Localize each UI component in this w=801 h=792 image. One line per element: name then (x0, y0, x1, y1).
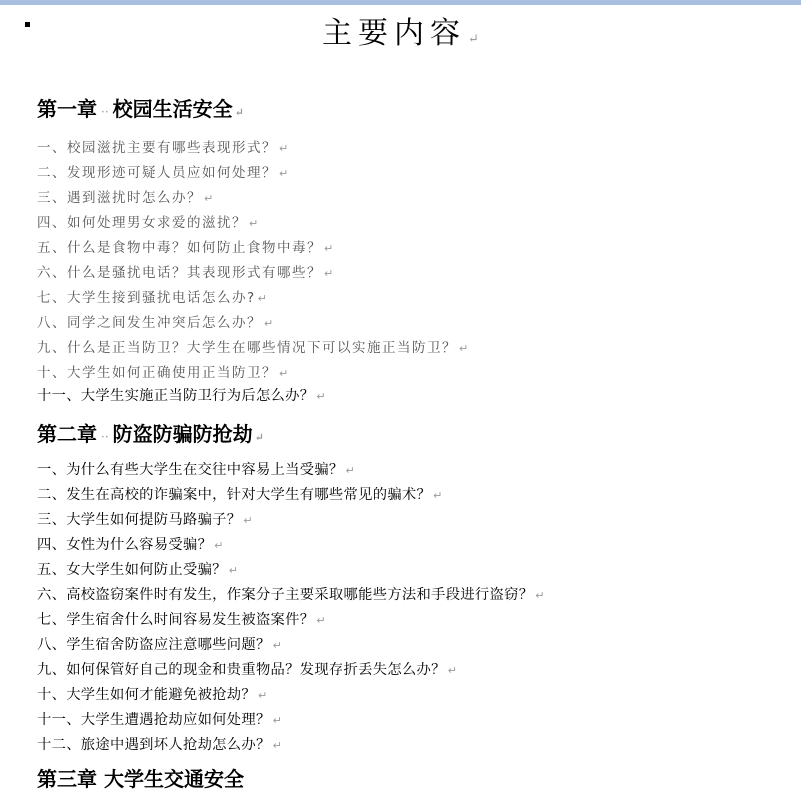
paragraph-mark-icon: ↵ (316, 390, 326, 403)
paragraph-mark-icon: ↵ (324, 242, 334, 255)
list-item: 四、女性为什么容易受骗？ ↵ (37, 537, 224, 553)
paragraph-mark-icon: ↵ (535, 589, 545, 602)
paragraph-mark-icon: ↵ (459, 342, 469, 355)
paragraph-mark-icon: ↵ (249, 217, 259, 230)
chapter-3-text: 第三章 大学生交通安全 (37, 767, 244, 791)
list-item: 四、如何处理男女求爱的滋扰？ ↵ (37, 215, 259, 231)
paragraph-mark-icon: ↵ (264, 317, 274, 330)
paragraph-mark-icon: ↵ (279, 367, 289, 380)
list-item: 五、女大学生如何防止受骗？ ↵ (37, 562, 238, 578)
chapter-2-label: 第二章 (37, 422, 97, 446)
document-page[interactable] (0, 5, 801, 791)
chapter-1-label: 第一章 (37, 97, 97, 121)
paragraph-mark-icon: ↵ (272, 739, 282, 752)
dot-leader: ·· (101, 430, 109, 444)
list-item: 二、发生在高校的诈骗案中，针对大学生有哪些常见的骗术？ ↵ (37, 487, 443, 503)
paragraph-mark-icon: ↵ (234, 106, 244, 119)
list-item: 十一、大学生实施正当防卫行为后怎么办？ ↵ (37, 388, 326, 404)
list-item: 六、高校盗窃案件时有发生，作案分子主要采取哪能些方法和手段进行盗窃？ ↵ (37, 587, 545, 603)
paragraph-mark-icon: ↵ (447, 664, 457, 677)
list-item: 七、学生宿舍什么时间容易发生被盗案件？ ↵ (37, 612, 326, 628)
list-item: 三、大学生如何提防马路骗子？ ↵ (37, 512, 253, 528)
list-item: 八、同学之间发生冲突后怎么办？ ↵ (37, 315, 274, 331)
list-item: 七、大学生接到骚扰电话怎么办? ↵ (37, 290, 267, 306)
list-item: 十二、旅途中遇到坏人抢劫怎么办？ ↵ (37, 737, 282, 753)
paragraph-mark-icon: ↵ (272, 639, 282, 652)
document-title (0, 8, 801, 52)
list-item: 二、发现形迹可疑人员应如何处理？ ↵ (37, 165, 289, 181)
paragraph-mark-icon: ↵ (257, 292, 267, 305)
chapter-3-heading-partial (37, 763, 244, 792)
list-item: 三、遇到滋扰时怎么办？ ↵ (37, 190, 214, 206)
paragraph-mark-icon: ↵ (279, 167, 289, 180)
paragraph-mark-icon: ↵ (468, 32, 479, 47)
paragraph-mark-icon: ↵ (345, 464, 355, 477)
list-item: 一、为什么有些大学生在交往中容易上当受骗？ ↵ (37, 462, 355, 478)
chapter-1-heading (37, 93, 244, 122)
paragraph-mark-icon: ↵ (257, 689, 268, 702)
chapter-2-heading (37, 418, 264, 447)
paragraph-mark-icon: ↵ (279, 142, 289, 155)
paragraph-mark-icon: ↵ (433, 489, 443, 502)
list-item: 五、什么是食物中毒？如何防止食物中毒？ ↵ (37, 240, 334, 256)
chapter-2-name: 防盗防骗防抢劫 (112, 422, 253, 446)
paragraph-mark-icon: ↵ (228, 564, 238, 577)
dot-leader: ·· (101, 105, 109, 119)
paragraph-mark-icon: ↵ (243, 514, 253, 527)
list-item: 六、什么是骚扰电话？其表现形式有哪些？ ↵ (37, 265, 334, 281)
list-item: 十、大学生如何正确使用正当防卫？ ↵ (37, 365, 289, 381)
list-item: 九、什么是正当防卫？大学生在哪些情况下可以实施正当防卫？ ↵ (37, 340, 469, 356)
paragraph-mark-icon: ↵ (316, 614, 326, 627)
list-item: 八、学生宿舍防盗应注意哪些问题？ ↵ (37, 637, 282, 653)
paragraph-mark-icon: ↵ (204, 192, 214, 205)
list-item: 九、如何保管好自己的现金和贵重物品？发现存折丢失怎么办？ ↵ (37, 662, 457, 678)
list-item: 十一、大学生遭遇抢劫应如何处理？ ↵ (37, 712, 282, 728)
paragraph-mark-icon: ↵ (214, 539, 224, 552)
paragraph-mark-icon: ↵ (272, 714, 282, 727)
paragraph-mark-icon: ↵ (324, 267, 334, 280)
chapter-1-name: 校园生活安全 (112, 97, 233, 121)
list-item: 一、校园滋扰主要有哪些表现形式？ ↵ (37, 140, 289, 156)
paragraph-mark-icon: ↵ (254, 431, 264, 444)
list-item: 十、大学生如何才能避免被抢劫？ ↵ (37, 687, 268, 703)
title-text: 主要内容 (322, 16, 467, 51)
